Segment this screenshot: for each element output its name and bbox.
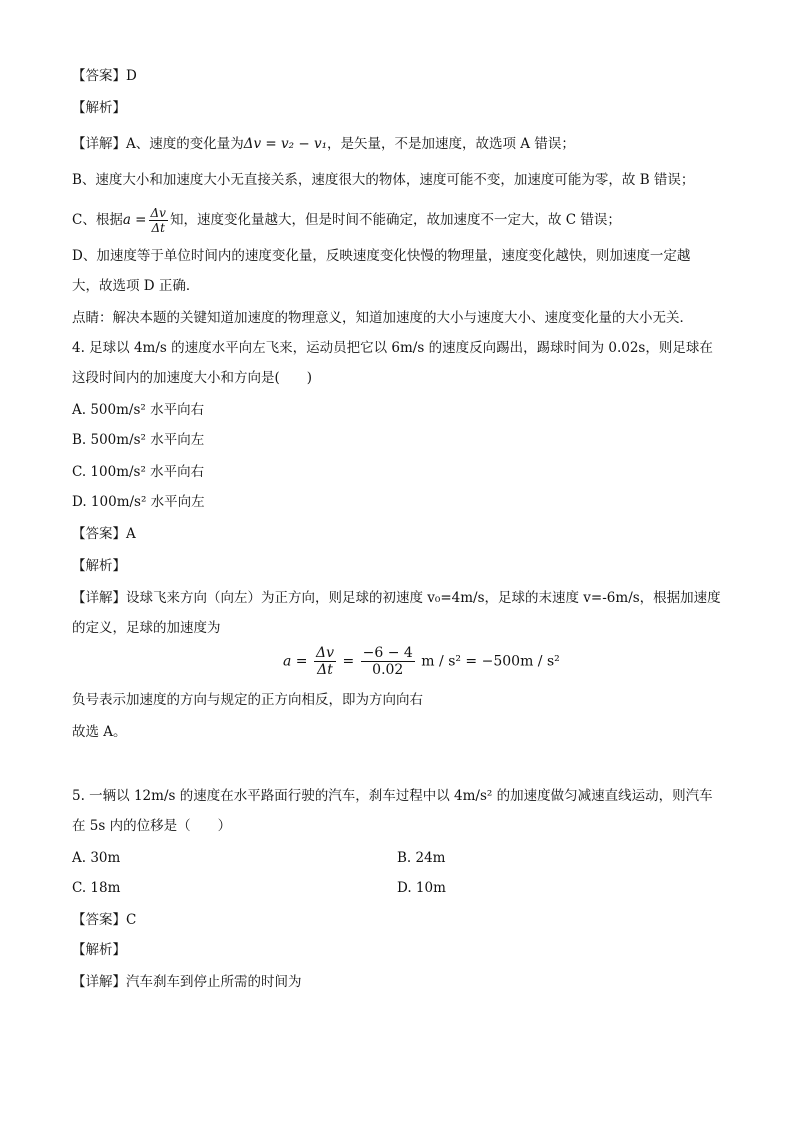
q4-equation <box>283 645 560 678</box>
q5-option-c: C. 18m <box>72 880 121 896</box>
q3-detail-d2: 大，故选项 D 正确． <box>72 278 200 294</box>
q4-option-c: C. 100m/s² 水平向右 <box>72 464 205 480</box>
q4-detail-line2: 的定义，足球的加速度为 <box>72 620 221 636</box>
q4-option-b: B. 500m/s² 水平向左 <box>72 432 205 448</box>
eq-den-2: 0.02 <box>372 662 404 678</box>
q3-c-prefix: C、根据 <box>72 212 123 228</box>
q3-detail-c <box>72 206 621 235</box>
eq-fraction-2 <box>361 645 415 678</box>
eq-den-1: Δt <box>317 662 333 678</box>
q5-stem-line2: 在 5s 内的位移是（ ） <box>72 818 232 834</box>
eq-a: a = <box>283 653 308 670</box>
q3-analysis: 【解析】 <box>72 100 126 116</box>
q3-c-formula-a: a = <box>122 212 147 228</box>
q5-analysis: 【解析】 <box>72 942 126 958</box>
q5-stem-line1: 5. 一辆以 12m/s 的速度在水平路面行驶的汽车，刹车过程中以 4m/s² 的加速度做匀减速直线运动，则汽车 <box>72 788 713 804</box>
q4-stem-line2: 这段时间内的加速度大小和方向是( ) <box>72 370 313 386</box>
q4-answer: 【答案】A <box>72 526 136 542</box>
q3-detail-suffix: ，是矢量，不是加速度，故选项 A 错误； <box>327 136 575 152</box>
q4-option-a: A. 500m/s² 水平向右 <box>72 402 205 418</box>
q3-detail-d1: D、加速度等于单位时间内的速度变化量，反映速度变化快慢的物理量，速度变化越快，则加速度一定越 <box>72 248 691 264</box>
q3-detail-b: B、速度大小和加速度大小无直接关系，速度很大的物体，速度可能不变，加速度可能为零，故 B 错误； <box>72 172 695 188</box>
q5-answer: 【答案】C <box>72 912 137 928</box>
q3-note: 点睛：解决本题的关键知道加速度的物理意义，知道加速度的大小与速度大小、速度变化量的大小无关． <box>72 310 693 326</box>
q3-detail-a <box>72 134 575 154</box>
q3-detail-prefix: 【详解】A、速度的变化量为 <box>72 136 244 152</box>
q5-option-b: B. 24m <box>397 850 446 866</box>
q3-answer: 【答案】D <box>72 68 137 84</box>
q5-detail-line1: 【详解】汽车刹车到停止所需的时间为 <box>72 974 302 990</box>
eq-num-1: Δv <box>315 645 335 661</box>
q3-c-suffix: 知，速度变化量越大，但是时间不能确定，故加速度不一定大，故 C 错误； <box>169 212 621 228</box>
q4-detail-line1: 【详解】设球飞来方向（向左）为正方向，则足球的初速度 v₀=4m/s，足球的末速度 v=-6m/s，根据加速度 <box>72 590 721 606</box>
eq-num-2: −6 − 4 <box>362 645 413 661</box>
q4-analysis: 【解析】 <box>72 558 126 574</box>
eq-equals: = <box>342 653 355 670</box>
q5-option-d: D. 10m <box>397 880 446 896</box>
q4-after-line2: 故选 A。 <box>72 724 127 740</box>
q3-c-frac-num: Δv <box>150 206 166 220</box>
q3-c-fraction <box>149 206 168 235</box>
q4-stem-line1: 4. 足球以 4m/s 的速度水平向左飞来，运动员把它以 6m/s 的速度反向踢出，踢球时间为 0.02s，则足球在 <box>72 340 713 356</box>
eq-fraction-1 <box>314 645 336 678</box>
q4-option-d: D. 100m/s² 水平向左 <box>72 494 205 510</box>
q3-c-frac-den: Δt <box>151 221 165 235</box>
q5-option-a: A. 30m <box>72 850 121 866</box>
eq-tail: m / s² = −500m / s² <box>421 653 560 670</box>
q3-detail-formula: Δv = v₂ − v₁ <box>243 136 327 152</box>
q4-after-line1: 负号表示加速度的方向与规定的正方向相反，即为方向向右 <box>72 692 423 708</box>
